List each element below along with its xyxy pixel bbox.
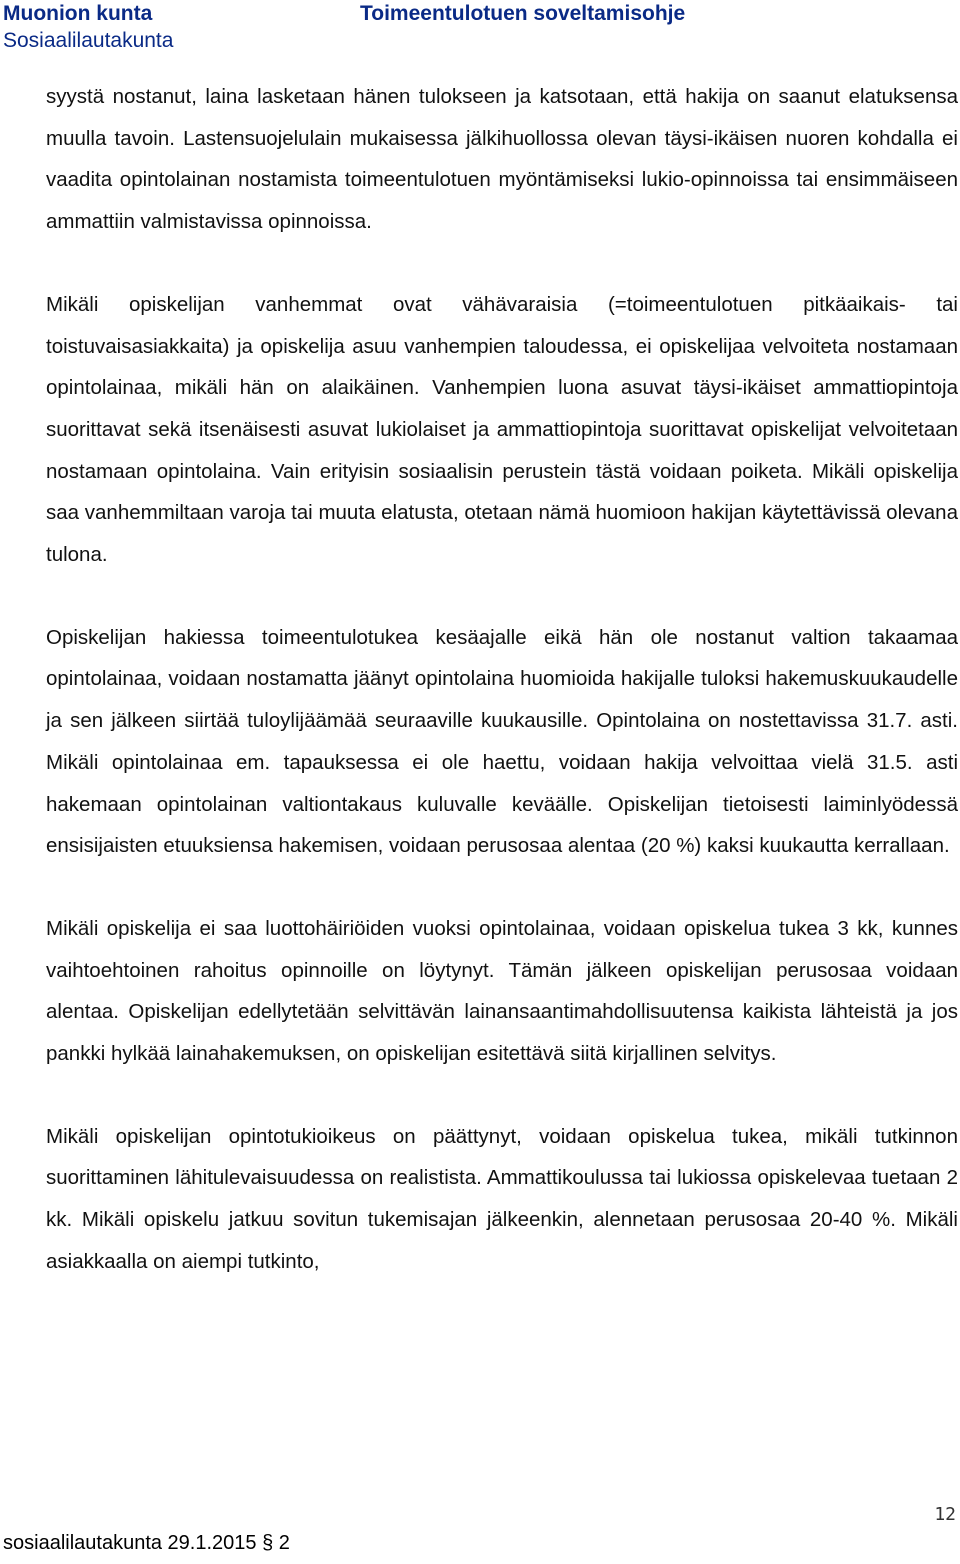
document-body: [46, 76, 958, 1324]
paragraph-3: Opiskelijan hakiessa toimeentulotukea kesäajalle eikä hän ole nostanut valtion takaamaa opintolainaa, voidaan nostamatta jäänyt opintolaina huomioida hakijalle tuloksi hakemuskuukaudelle ja sen jälkeen siirtää tuloylijäämää seuraaville kuukausille. Opintolaina on nostettavissa 31.7. asti. Mikäli opintolainaa em. tapauksessa ei ole haettu, voidaan hakija velvoittaa vielä 31.5. asti hakemaan opintolainan valtiontakaus kuluvalle keväälle. Opiskelijan tietoisesti laiminlyödessä ensisijaisten etuuksiensa hakemisen, voidaan perusosaa alentaa (20 %) kaksi kuukautta kerrallaan.: [46, 625, 958, 858]
document-header: [0, 0, 960, 60]
paragraph-1: syystä nostanut, laina lasketaan hänen tulokseen ja katsotaan, että hakija on saanut elatuksensa muulla tavoin. Lastensuojelulain mukaisessa jälkihuollossa olevan täysi-ikäisen nuoren kohdalla ei vaadita opintolainan nostamista toimeentulotuen myöntämiseksi lukio-opinnoissa tai ensimmäiseen ammattiin valmistavissa opinnoissa.: [46, 85, 958, 234]
paragraph-2: Mikäli opiskelijan vanhemmat ovat vähävaraisia (=toimeentulotuen pitkäaikais- tai toistuvaisasiakkaita) ja opiskelija asuu vanhempien taloudessa, ei opiskelijaa velvoiteta nostamaan opintolainaa, mikäli hän on alaikäinen. Vanhempien luona asuvat täysi-ikäiset ammattiopintoja suorittavat sekä itsenäisesti asuvat lukiolaiset ja ammattiopintoja suorittavat opiskelijat velvoitetaan nostamaan opintolaina. Vain erityisin sosiaalisin perustein tästä voidaan poiketa. Mikäli opiskelija saa vanhemmiltaan varoja tai muuta elatusta, otetaan nämä huomioon hakijan käytettävissä olevana tulona.: [46, 292, 958, 567]
document-title: Toimeentulotuen soveltamisohje: [360, 2, 686, 25]
page-number: 12: [934, 1504, 956, 1525]
paragraph-5: Mikäli opiskelijan opintotukioikeus on päättynyt, voidaan opiskelua tukea, mikäli tutkinnon suorittaminen lähitulevaisuudessa on realistista. Ammattikoulussa tai lukiossa opiskelevaa tuetaan 2 kk. Mikäli opiskelu jatkuu sovitun tukemisajan jälkeenkin, alennetaan perusosaa 20-40 %. Mikäli asiakkaalla on aiempi tutkinto,: [46, 1124, 958, 1273]
footer-reference: sosiaalilautakunta 29.1.2015 § 2: [3, 1532, 290, 1554]
organization-name: Muonion kunta: [3, 2, 153, 25]
paragraph-4: Mikäli opiskelija ei saa luottohäiriöiden vuoksi opintolainaa, voidaan opiskelua tukea 3 kk, kunnes vaihtoehtoinen rahoitus opinnoille on löytynyt. Tämän jälkeen opiskelijan perusosaa voidaan alentaa. Opiskelijan edellytetään selvittävän lainansaantimahdollisuutensa kaikista lähteistä ja jos pankki hylkää lainahakemuksen, on opiskelijan esitettävä siitä kirjallinen selvitys.: [46, 916, 958, 1066]
department-name: Sosiaalilautakunta: [3, 29, 174, 52]
